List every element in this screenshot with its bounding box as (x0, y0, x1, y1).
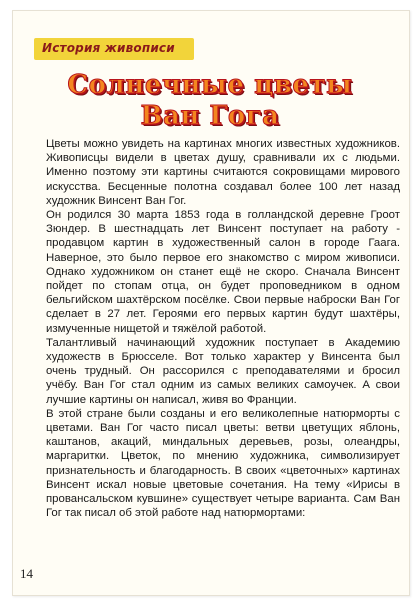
title-line-2: Ван Гога (140, 101, 280, 131)
page-title (0, 70, 420, 132)
paragraph-4: В этой стране были созданы и его великолепные натюрморты с цветами. Ван Гог часто писал цветы: ветви цветущих яблонь, каштанов, акаций, миндальных деревьев, розы, олеандры, маргаритки. Цветок, по мнению художника, символизирует признательность и благодарность. В своих «цветочных» картинах Винсент искал новые цветовые сочетания. На тему «Ирисы в провансальском кувшине» существует четыре варианта. Сам Ван Гог так писал об этой работе над натюрмортами: (46, 407, 400, 520)
page-number: 14 (20, 566, 33, 581)
paragraph-2: Он родился 30 марта 1853 года в голландской деревне Гроот Зюндер. В шестнадцать лет Винсент поступает на работу - продавцом картин в художественный салон в городе Гаага. Наверное, это было первое его знакомство с миром живописи. Однако художником он станет ещё не скоро. Сначала Винсент пойдет по стопам отца, он будет проповедником в одном бельгийском шахтёрском посёлке. Свои первые наброски Ван Гог сделает в 27 лет. Героями его первых картин будут шахтёры, измученные нищетой и тяжёлой работой. (46, 209, 400, 335)
section-label-text: История живописи (42, 41, 175, 55)
article-body (46, 137, 400, 520)
paragraph-3: Талантливый начинающий художник поступает в Академию художеств в Брюсселе. Вот только характер у Винсента был очень трудный. Он рассорился с преподавателями и бросил учёбу. Ван Гог стал одним из самых великих самоучек. А свои лучшие картины он написал, живя во Франции. (46, 336, 400, 406)
section-label (34, 38, 194, 60)
paragraph-1: Цветы можно увидеть на картинах многих известных художников. Живописцы видели в цветах душу, сравнивали их с людьми. Именно поэтому эти картины считаются сокровищами мирового искусства. Бесценные полотна создавал более 100 лет назад художник Винсент Ван Гог. (46, 138, 400, 207)
title-line-1: Солнечные цветы (67, 70, 353, 100)
